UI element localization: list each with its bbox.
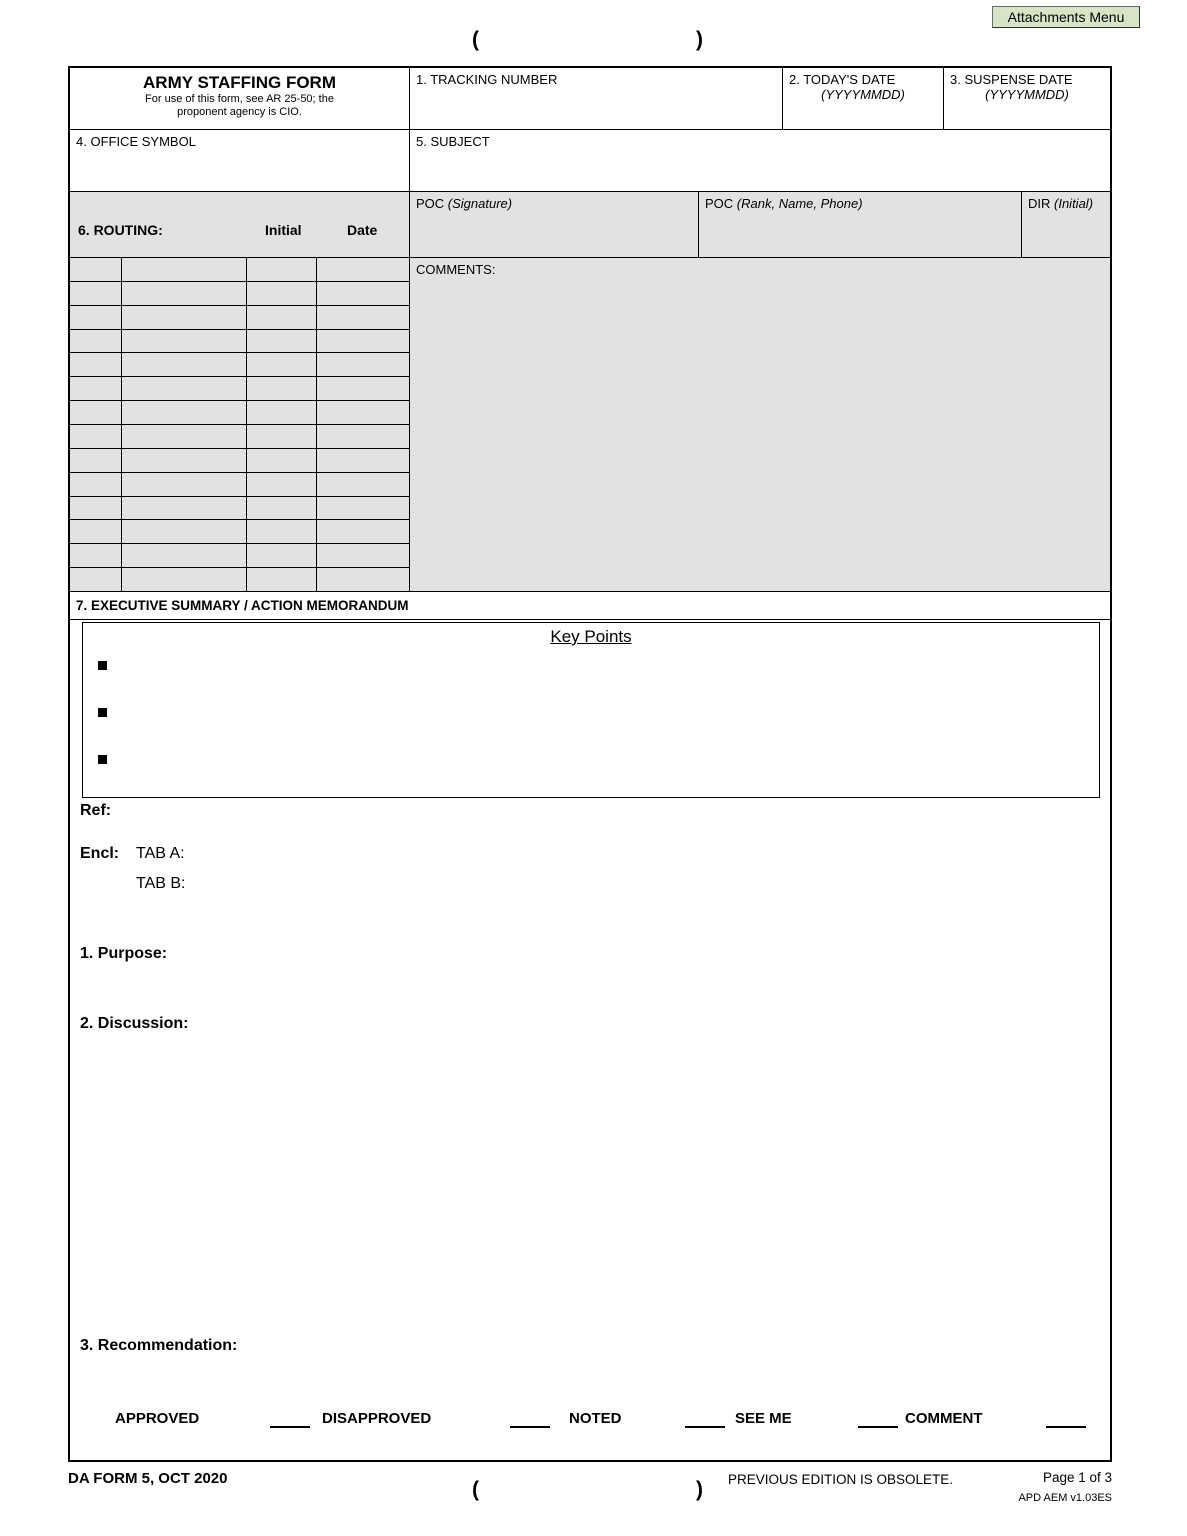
routing-cell-r9-c3[interactable] — [247, 449, 317, 473]
key-point-row-1 — [98, 657, 1078, 671]
form-number: DA FORM 5, OCT 2020 — [68, 1470, 228, 1487]
form-subtitle-line1: For use of this form, see AR 25-50; the — [145, 93, 334, 105]
bullet-square-icon — [98, 661, 107, 670]
routing-cell-r9-c1[interactable] — [70, 449, 122, 473]
ref-field[interactable] — [130, 802, 1090, 820]
todays-date-field[interactable] — [783, 68, 944, 130]
routing-cell-r3-c1[interactable] — [70, 306, 122, 330]
decision-options-row — [70, 1410, 1110, 1440]
tracking-number-label: 1. TRACKING NUMBER — [416, 72, 558, 87]
discussion-label: 2. Discussion: — [80, 1015, 189, 1032]
routing-cell-r10-c2[interactable] — [122, 473, 247, 497]
routing-cell-r3-c4[interactable] — [317, 306, 410, 330]
executive-summary-section-header — [70, 592, 1110, 620]
recommendation-label: 3. Recommendation: — [80, 1337, 238, 1354]
routing-row-12 — [70, 520, 410, 544]
key-point-field-1[interactable] — [107, 659, 1047, 673]
routing-cell-r5-c2[interactable] — [122, 353, 247, 377]
routing-cell-r6-c2[interactable] — [122, 377, 247, 401]
todays-date-label: 2. TODAY'S DATE — [789, 72, 896, 87]
routing-cell-r7-c1[interactable] — [70, 401, 122, 425]
apd-version: APD AEM v1.03ES — [1018, 1492, 1112, 1504]
routing-cell-r12-c4[interactable] — [317, 520, 410, 544]
executive-summary-label: 7. EXECUTIVE SUMMARY / ACTION MEMORANDUM — [76, 598, 409, 613]
decision-label-comment: COMMENT — [905, 1410, 983, 1427]
enclosure-tab-a-label: TAB A: — [136, 845, 185, 862]
routing-cell-r9-c2[interactable] — [122, 449, 247, 473]
routing-cell-r11-c1[interactable] — [70, 497, 122, 521]
routing-header-cell — [70, 192, 410, 258]
decision-line-approved[interactable] — [270, 1412, 310, 1428]
routing-cell-r11-c3[interactable] — [247, 497, 317, 521]
key-points-title: Key Points — [550, 627, 632, 646]
page-indicator: Page 1 of 3 — [1042, 1470, 1112, 1485]
routing-cell-r7-c4[interactable] — [317, 401, 410, 425]
enclosure-tab-b-field[interactable] — [205, 875, 1085, 893]
routing-cell-r3-c3[interactable] — [247, 306, 317, 330]
key-point-row-3 — [98, 751, 1078, 765]
todays-date-format: (YYYYMMDD) — [821, 87, 905, 102]
routing-cell-r8-c3[interactable] — [247, 425, 317, 449]
enclosure-tab-b-label: TAB B: — [136, 875, 186, 892]
routing-cell-r12-c1[interactable] — [70, 520, 122, 544]
routing-date-header: Date — [347, 222, 378, 238]
routing-row-11 — [70, 497, 410, 521]
recommendation-field[interactable] — [295, 1337, 1090, 1355]
comments-field[interactable] — [410, 258, 1110, 592]
discussion-field[interactable] — [215, 1015, 1090, 1033]
routing-cell-r14-c3[interactable] — [247, 568, 317, 592]
routing-cell-r7-c3[interactable] — [247, 401, 317, 425]
routing-cell-r5-c3[interactable] — [247, 353, 317, 377]
routing-cell-r2-c4[interactable] — [317, 282, 410, 306]
routing-table — [70, 258, 410, 592]
army-staffing-form — [68, 66, 1112, 1462]
routing-row-3 — [70, 306, 410, 330]
ref-label: Ref: — [80, 802, 112, 819]
routing-row-13 — [70, 544, 410, 568]
decision-line-see-me[interactable] — [858, 1412, 898, 1428]
poc-rank-qualifier: (Rank, Name, Phone) — [736, 196, 863, 211]
routing-row-1 — [70, 258, 410, 282]
poc-rank-name-phone-field[interactable] — [699, 192, 1022, 258]
purpose-label: 1. Purpose: — [80, 945, 168, 962]
executive-summary-body — [70, 620, 1110, 1460]
routing-cell-r8-c1[interactable] — [70, 425, 122, 449]
poc-signature-field[interactable] — [410, 192, 699, 258]
purpose-field[interactable] — [190, 945, 1090, 963]
dir-label — [1022, 192, 1110, 211]
dir-qualifier: (Initial) — [1054, 196, 1094, 211]
routing-cell-r8-c4[interactable] — [317, 425, 410, 449]
routing-cell-r13-c1[interactable] — [70, 544, 122, 568]
tracking-number-field[interactable] — [410, 68, 783, 130]
routing-cell-r4-c4[interactable] — [317, 330, 410, 354]
routing-row-7 — [70, 401, 410, 425]
routing-cell-r2-c2[interactable] — [122, 282, 247, 306]
decision-label-approved: APPROVED — [115, 1410, 200, 1427]
decision-label-see-me: SEE ME — [735, 1410, 792, 1427]
form-title: ARMY STAFFING FORM — [143, 73, 336, 92]
routing-row-9 — [70, 449, 410, 473]
suspense-date-format: (YYYYMMDD) — [985, 87, 1069, 102]
key-point-row-2 — [98, 704, 1078, 718]
routing-row-2 — [70, 282, 410, 306]
attachments-menu-button[interactable]: Attachments Menu — [992, 6, 1140, 28]
poc-signature-label — [410, 192, 698, 211]
decision-line-disapproved[interactable] — [510, 1412, 550, 1428]
decision-label-disapproved: DISAPPROVED — [322, 1410, 432, 1427]
routing-cell-r1-c4[interactable] — [317, 258, 410, 282]
dir-label-text: DIR — [1028, 196, 1051, 211]
routing-cell-r7-c2[interactable] — [122, 401, 247, 425]
bullet-square-icon — [98, 755, 107, 764]
form-title-block — [70, 68, 410, 130]
routing-cell-r1-c1[interactable] — [70, 258, 122, 282]
classification-open-paren[interactable]: ( — [472, 28, 479, 51]
footer-classification-open-paren[interactable]: ( — [472, 1478, 479, 1501]
routing-cell-r11-c2[interactable] — [122, 497, 247, 521]
routing-cell-r1-c3[interactable] — [247, 258, 317, 282]
routing-row-4 — [70, 330, 410, 354]
routing-cell-r1-c2[interactable] — [122, 258, 247, 282]
suspense-date-field[interactable] — [944, 68, 1110, 130]
routing-cell-r4-c1[interactable] — [70, 330, 122, 354]
routing-cell-r3-c2[interactable] — [122, 306, 247, 330]
routing-cell-r6-c3[interactable] — [247, 377, 317, 401]
routing-cell-r13-c3[interactable] — [247, 544, 317, 568]
enclosure-tab-a-field[interactable] — [205, 845, 1085, 863]
previous-edition-note: PREVIOUS EDITION IS OBSOLETE. — [728, 1472, 954, 1487]
office-symbol-field[interactable] — [70, 130, 410, 192]
routing-row-8 — [70, 425, 410, 449]
routing-cell-r5-c4[interactable] — [317, 353, 410, 377]
routing-cell-r8-c2[interactable] — [122, 425, 247, 449]
form-subtitle-line2: proponent agency is CIO. — [177, 106, 302, 118]
routing-cell-r13-c2[interactable] — [122, 544, 247, 568]
routing-cell-r14-c4[interactable] — [317, 568, 410, 592]
routing-initial-header: Initial — [265, 222, 302, 238]
routing-cell-r4-c2[interactable] — [122, 330, 247, 354]
routing-cell-r6-c1[interactable] — [70, 377, 122, 401]
encl-label: Encl: — [80, 845, 120, 862]
decision-label-noted: NOTED — [569, 1410, 622, 1427]
classification-close-paren[interactable]: ) — [696, 28, 703, 51]
poc-signature-qualifier: (Signature) — [447, 196, 513, 211]
suspense-date-label: 3. SUSPENSE DATE — [950, 72, 1073, 87]
key-point-field-3[interactable] — [107, 753, 1047, 767]
bullet-square-icon — [98, 708, 107, 717]
routing-row-14 — [70, 568, 410, 592]
routing-row-10 — [70, 473, 410, 497]
decision-line-comment[interactable] — [1046, 1412, 1086, 1428]
dir-initial-field[interactable] — [1022, 192, 1110, 258]
routing-cell-r12-c3[interactable] — [247, 520, 317, 544]
routing-row-5 — [70, 353, 410, 377]
routing-cell-r10-c4[interactable] — [317, 473, 410, 497]
routing-row-6 — [70, 377, 410, 401]
routing-label: 6. ROUTING: — [78, 222, 163, 238]
routing-cell-r2-c1[interactable] — [70, 282, 122, 306]
routing-cell-r10-c3[interactable] — [247, 473, 317, 497]
key-points-box — [82, 622, 1100, 798]
routing-cell-r14-c2[interactable] — [122, 568, 247, 592]
comments-label: COMMENTS: — [416, 262, 496, 277]
office-symbol-label: 4. OFFICE SYMBOL — [76, 134, 196, 149]
routing-cell-r13-c4[interactable] — [317, 544, 410, 568]
routing-cell-r6-c4[interactable] — [317, 377, 410, 401]
routing-cell-r11-c4[interactable] — [317, 497, 410, 521]
routing-cell-r2-c3[interactable] — [247, 282, 317, 306]
routing-cell-r4-c3[interactable] — [247, 330, 317, 354]
poc-rank-label-text: POC — [705, 196, 734, 211]
key-point-field-2[interactable] — [107, 706, 1047, 720]
poc-signature-label-text: POC — [416, 196, 445, 211]
decision-line-noted[interactable] — [685, 1412, 725, 1428]
subject-field[interactable] — [410, 130, 1110, 192]
routing-cell-r12-c2[interactable] — [122, 520, 247, 544]
subject-label: 5. SUBJECT — [416, 134, 490, 149]
poc-rank-label — [699, 192, 1021, 211]
routing-cell-r14-c1[interactable] — [70, 568, 122, 592]
routing-cell-r10-c1[interactable] — [70, 473, 122, 497]
footer-classification-close-paren[interactable]: ) — [696, 1478, 703, 1501]
routing-cell-r5-c1[interactable] — [70, 353, 122, 377]
routing-cell-r9-c4[interactable] — [317, 449, 410, 473]
